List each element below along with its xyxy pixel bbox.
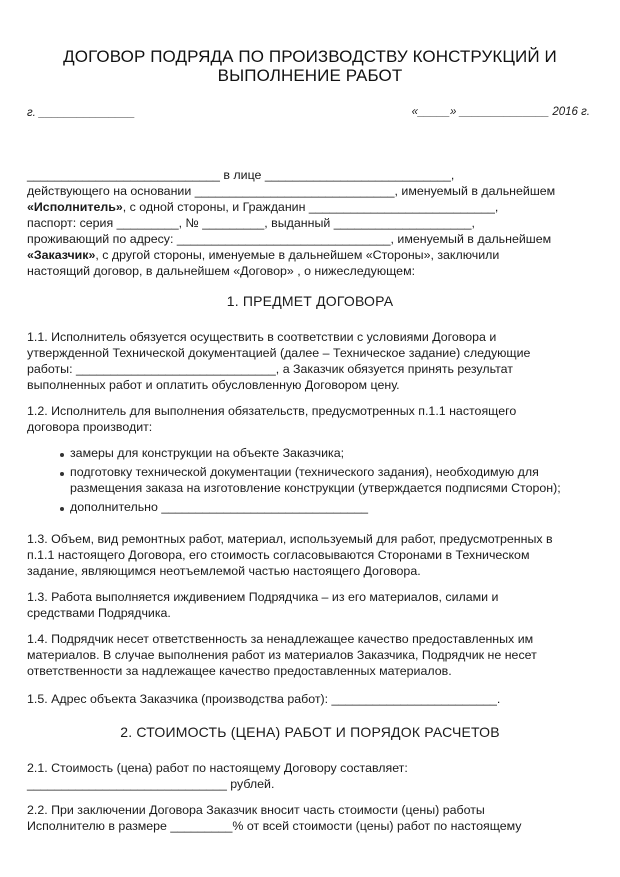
- clause-1-4-line-2: материалов. В случае выполнения работ из материалов Заказчика, Подрядчик не несет: [27, 648, 537, 662]
- bullet-dot-2: [60, 472, 64, 476]
- clause-1-3a-line-2: п.1.1 настоящего Договора, его стоимость согласовываются Сторонами в Техническом: [27, 548, 530, 562]
- preamble-line-5: проживающий по адресу: _______________________________, именуемый в дальнейшем: [27, 232, 552, 246]
- clause-1-2-line-2: договора производит:: [27, 420, 153, 434]
- section-1-heading: 1. ПРЕДМЕТ ДОГОВОРА: [226, 293, 394, 309]
- preamble-line-1: ____________________________ в лице ___________________________,: [27, 168, 455, 182]
- clause-1-4-line-1: 1.4. Подрядчик несет ответственность за ненадлежащее качество предоставленных им: [27, 632, 534, 646]
- clause-2-1-line-1: 2.1. Стоимость (цена) работ по настоящему Договору составляет:: [27, 761, 408, 775]
- bullet-dot-1: [60, 453, 64, 457]
- clause-1-1-line-1: 1.1. Исполнитель обязуется осуществить в соответствии с условиями Договора и: [27, 330, 497, 344]
- executor-label: «Исполнитель»: [27, 200, 123, 214]
- date-field: «_____» ______________ 2016 г.: [411, 106, 590, 118]
- clause-1-1-line-3: работы: _____________________________, а Заказчик обязуется принять результат: [27, 362, 513, 376]
- clause-1-3b-line-2: средствами Подрядчика.: [27, 606, 171, 620]
- bullet-item-1: замеры для конструкции на объекте Заказчика;: [70, 446, 345, 460]
- bullet-item-3: дополнительно ______________________________: [70, 500, 369, 514]
- clause-1-3a-line-1: 1.3. Объем, вид ремонтных работ, материал, используемый для работ, предусмотренных в: [27, 532, 553, 546]
- preamble-line-6: [27, 248, 499, 263]
- clause-1-3a-line-3: задание, являющимся неотъемлемой частью настоящего Договора.: [27, 564, 421, 578]
- customer-label: «Заказчик»: [27, 248, 96, 262]
- bullet-dot-3: [60, 507, 64, 511]
- clause-1-1-line-2: утвержденной Технической документацией (далее – Техническое задание) следующие: [27, 346, 531, 360]
- clause-1-3b-line-1: 1.3. Работа выполняется иждивением Подрядчика – из его материалов, силами и: [27, 590, 499, 604]
- clause-1-4-line-3: ответственности за надлежащее качество предоставленных материалов.: [27, 664, 452, 678]
- clause-1-1-line-4: выполненных работ и оплатить обусловленную Договором цену.: [27, 378, 400, 392]
- clause-2-2-line-2: Исполнителю в размере _________% от всей стоимости (цены) работ по настоящему: [27, 819, 522, 833]
- preamble-line-4: паспорт: серия _________, № _________, выданный ____________________,: [27, 216, 475, 230]
- bullet-item-2-line-2: размещения заказа на изготовление конструкции (утверждается подписями Сторон);: [70, 481, 561, 495]
- preamble-line-2: действующего на основании _____________________________, именуемый в дальнейшем: [27, 184, 556, 198]
- title-line-2: ВЫПОЛНЕНИЕ РАБОТ: [217, 66, 403, 85]
- preamble-line-6-rest: , с другой стороны, именуемые в дальнейшем «Стороны», заключили: [95, 248, 500, 262]
- clause-1-2-line-1: 1.2. Исполнитель для выполнения обязательств, предусмотренных п.1.1 настоящего: [27, 404, 517, 418]
- clause-2-1-line-2: _____________________________ рублей.: [27, 777, 275, 791]
- clause-1-5: 1.5. Адрес объекта Заказчика (производства работ): ________________________.: [27, 692, 501, 706]
- preamble-line-3: [27, 200, 498, 215]
- place-field: г. _______________: [27, 107, 135, 119]
- clause-2-2-line-1: 2.2. При заключении Договора Заказчик вносит часть стоимости (цены) работы: [27, 803, 485, 817]
- title-line-1: ДОГОВОР ПОДРЯДА ПО ПРОИЗВОДСТВУ КОНСТРУКЦИЙ И: [63, 47, 557, 66]
- bullet-item-2-line-1: подготовку технической документации (технического задания), необходимую для: [70, 465, 539, 479]
- document-title: [30, 47, 590, 85]
- section-2-heading: 2. СТОИМОСТЬ (ЦЕНА) РАБОТ И ПОРЯДОК РАСЧЕТОВ: [120, 724, 500, 740]
- preamble-line-7: настоящий договор, в дальнейшем «Договор» , о нижеследующем:: [27, 264, 416, 278]
- preamble-line-3-rest: , с одной стороны, и Гражданин ___________________________,: [122, 200, 499, 214]
